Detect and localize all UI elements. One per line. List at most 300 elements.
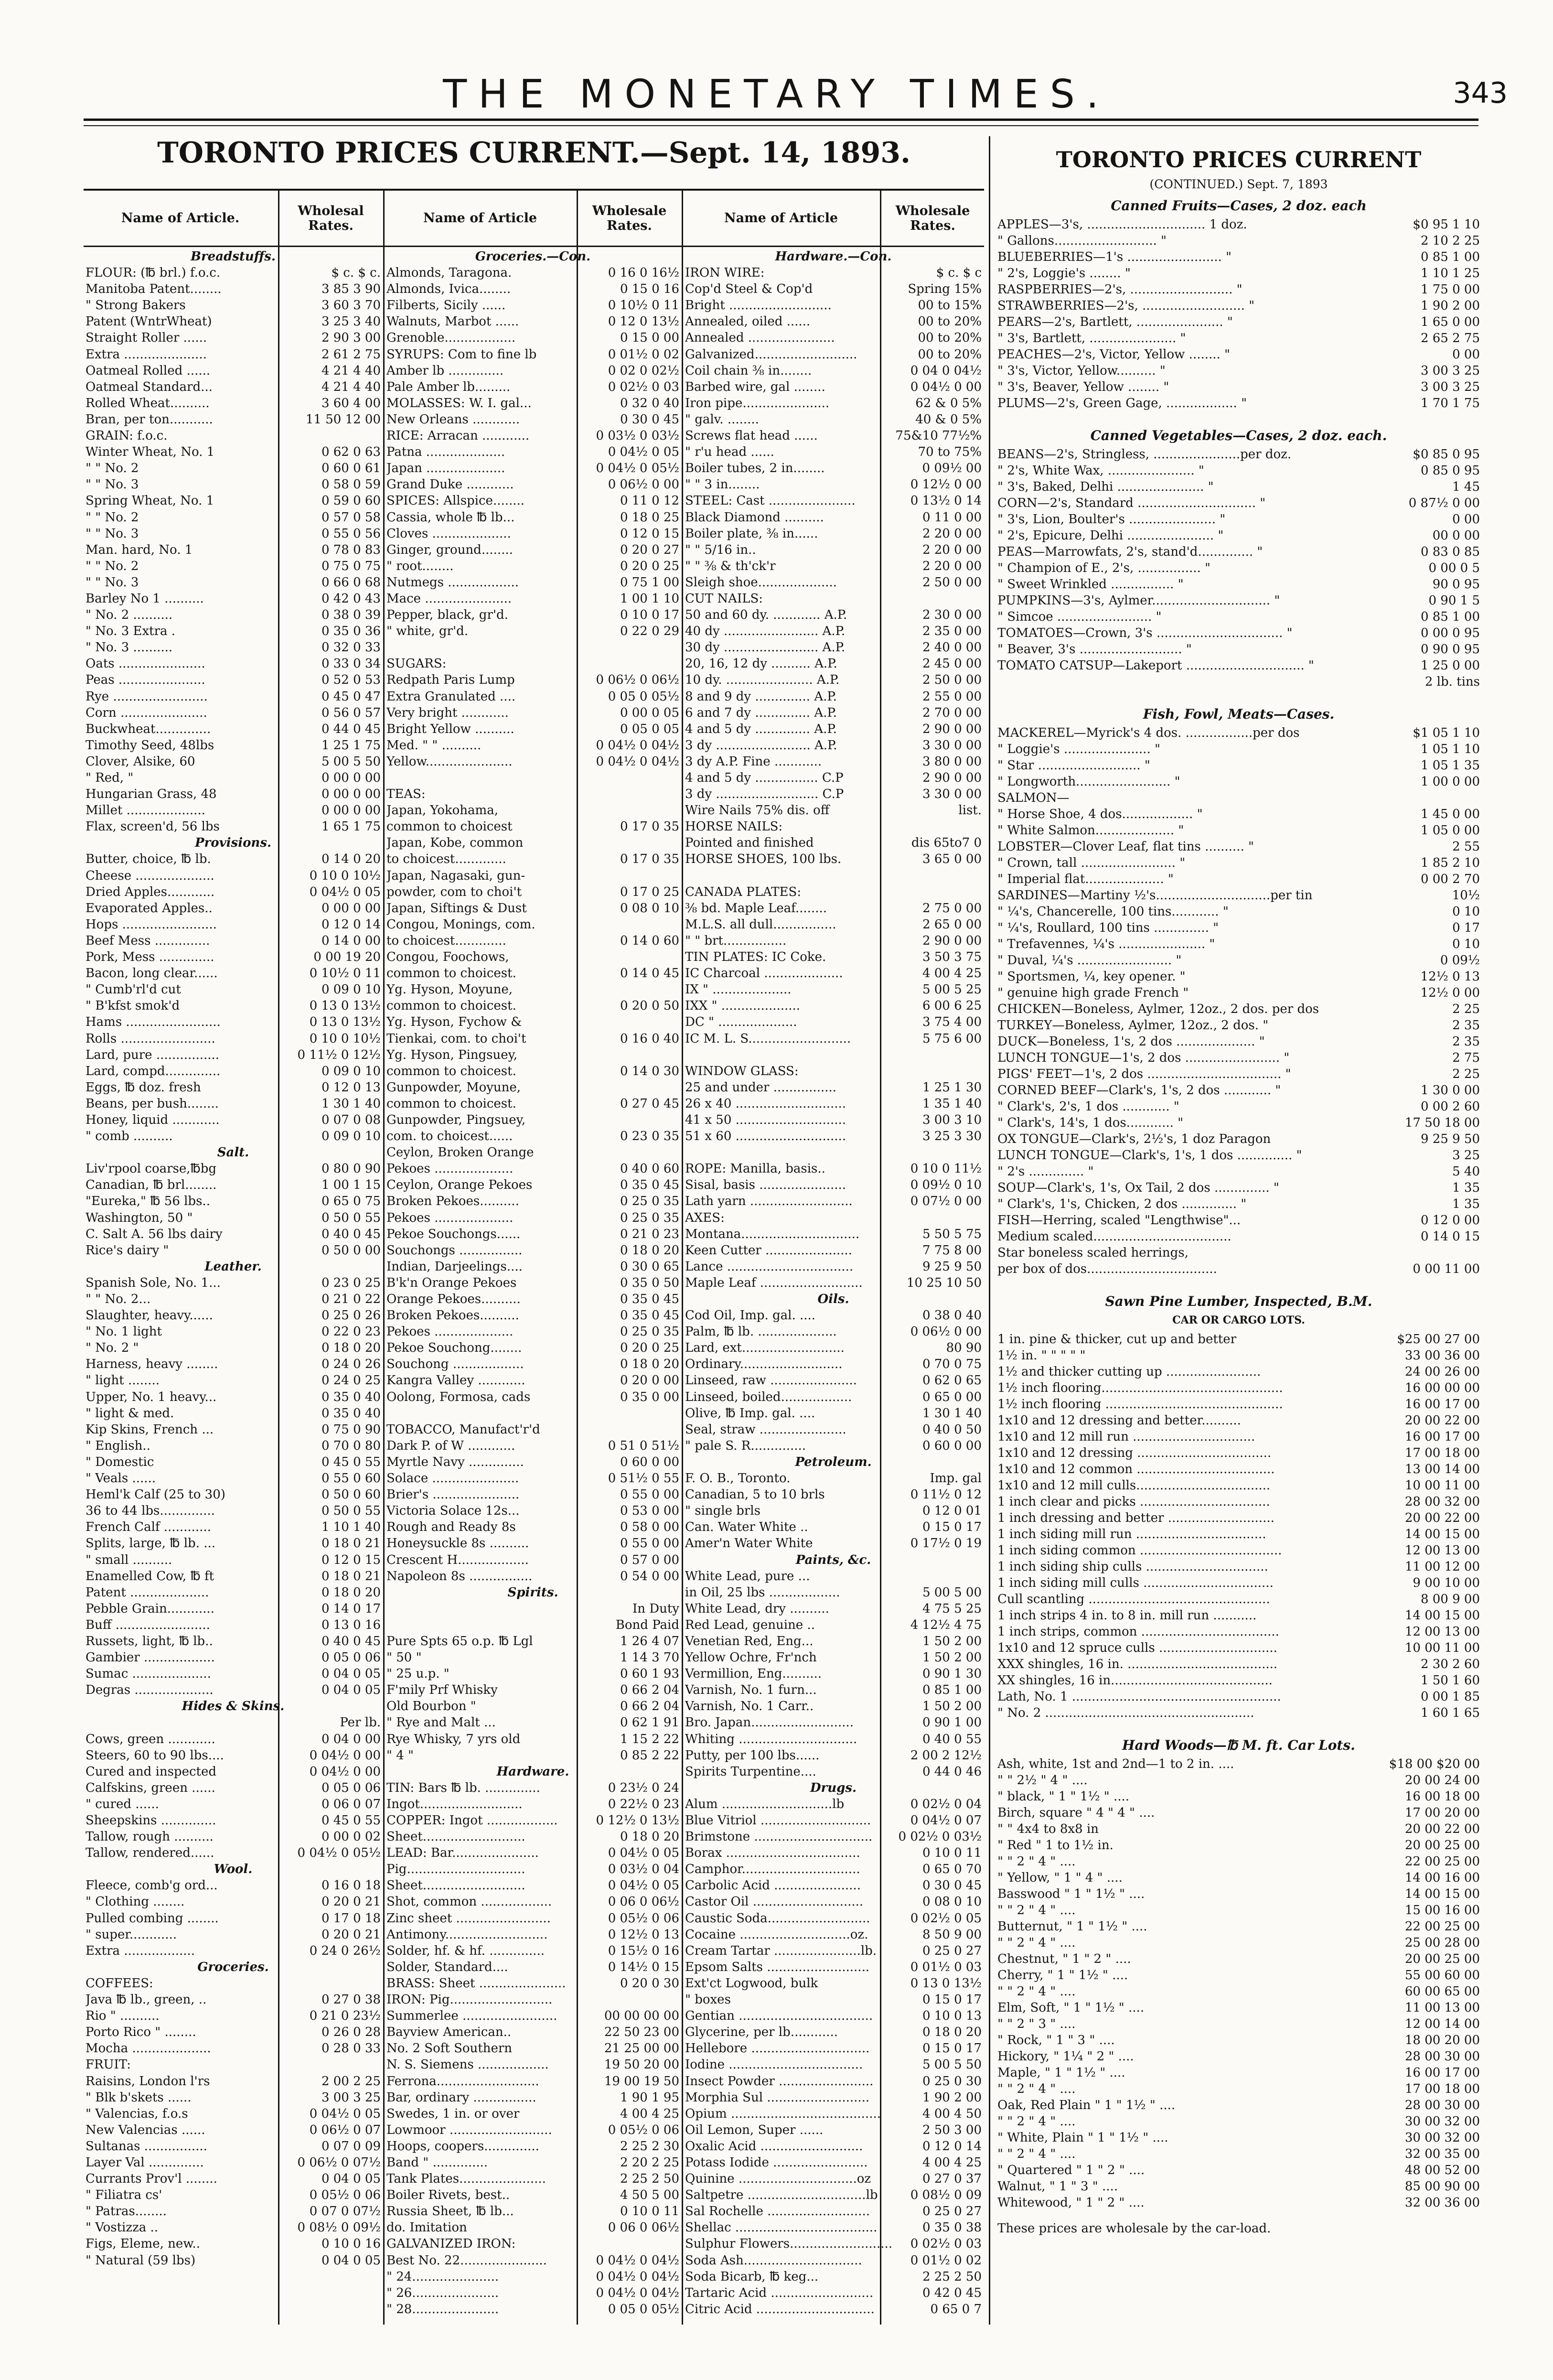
- article-rate: 1 35 1 40: [922, 1096, 982, 1111]
- article-name: " " No. 2: [86, 559, 139, 573]
- price-row: [685, 916, 982, 933]
- price-row: [386, 1307, 679, 1324]
- article-name: Oxalic Acid ..........................: [685, 2139, 863, 2154]
- article-rate: 0 12 0 13: [321, 1080, 381, 1095]
- price-column-2: [386, 248, 679, 2317]
- article-rate: 0 05½ 0 06: [608, 1911, 679, 1926]
- price-row: [685, 868, 982, 884]
- price-row: [685, 1389, 982, 1405]
- article-name: " 2's .............. ": [997, 1164, 1094, 1179]
- article-name: Old Bourbon ": [386, 1699, 476, 1714]
- article-rate: 00 to 20%: [918, 347, 982, 362]
- article-name: Ceylon, Orange Pekoes: [386, 1178, 533, 1193]
- article-name: Walnuts, Marbot ......: [386, 314, 519, 329]
- article-name: " " 2 " 3 " ....: [997, 2017, 1076, 2031]
- article-rate: 0 14 0 15: [1420, 1229, 1480, 1244]
- price-row: [685, 835, 982, 851]
- price-row: [86, 2154, 381, 2171]
- article-name: Sheet..........................: [386, 1878, 525, 1893]
- article-name: Corn ......................: [86, 705, 207, 720]
- article-rate: 0 57 0 58: [321, 510, 381, 525]
- price-row: [685, 542, 982, 558]
- article-rate: 0 60 0 00: [922, 1438, 982, 1453]
- side-price-row: [997, 1902, 1480, 1918]
- article-rate: 0 65 0 75: [321, 1194, 381, 1209]
- price-row: [386, 1666, 679, 1682]
- article-name: Congou, Foochows,: [386, 950, 509, 965]
- price-row: [685, 2040, 982, 2057]
- article-rate: 0 90 1 5: [1428, 593, 1480, 608]
- side-price-row: [997, 511, 1480, 528]
- article-name: RICE: Arracan ............: [386, 429, 530, 443]
- article-rate: 3 80 0 00: [922, 754, 982, 769]
- price-row: [685, 1747, 982, 1764]
- article-name: Pekoes ....................: [386, 1210, 514, 1225]
- article-name: SYRUPS: Com to fine lb: [386, 347, 537, 362]
- article-rate: 7 75 8 00: [922, 1243, 982, 1258]
- article-rate: Spring 15%: [908, 282, 982, 297]
- price-row: [86, 1112, 381, 1128]
- article-rate: 1 15 2 22: [620, 1732, 679, 1746]
- price-row: [86, 379, 381, 395]
- article-name: Evaporated Apples..: [86, 901, 213, 915]
- price-row: [386, 1112, 679, 1128]
- article-rate: 0 04 0 05: [321, 1683, 381, 1698]
- price-row: [386, 1927, 679, 1943]
- article-name: Olive, ℔ Imp. gal. ....: [685, 1406, 815, 1421]
- article-name: " cured ......: [86, 1797, 159, 1811]
- price-row: [685, 1535, 982, 1551]
- article-rate: 0 18 0 20: [620, 1357, 679, 1372]
- article-rate: 3 00 3 25: [1420, 364, 1480, 378]
- article-rate: 0 18 0 25: [620, 510, 679, 525]
- article-rate: 20 00 25 00: [1404, 1952, 1480, 1966]
- price-row: [386, 574, 679, 591]
- article-name: Annealed, oiled ......: [685, 314, 811, 329]
- price-row: [86, 476, 381, 493]
- price-row: [685, 1177, 982, 1193]
- article-name: PUMPKINS—3's, Aylmer.............................. ": [997, 593, 1280, 608]
- col-rates-header-2: Wholesale Rates.: [592, 203, 667, 233]
- article-rate: 0 44 0 46: [922, 1764, 982, 1779]
- article-name: IXX " ....................: [685, 999, 801, 1013]
- article-rate: 25 00 28 00: [1404, 1936, 1480, 1950]
- article-rate: 0 55 0 56: [321, 526, 381, 541]
- article-rate: 0 75 0 90: [321, 1422, 381, 1437]
- price-row: [86, 607, 381, 623]
- price-row: [86, 1210, 381, 1226]
- col-rates-header-3: Wholesale Rates.: [895, 203, 970, 233]
- article-name: COPPER: Ingot ..................: [386, 1813, 558, 1828]
- article-name: Victoria Solace 12s...: [386, 1504, 520, 1518]
- price-row: [386, 1975, 679, 1992]
- article-name: Varnish, No. 1 furn...: [685, 1683, 817, 1698]
- price-row: [685, 1259, 982, 1275]
- article-name: Oolong, Formosa, cads: [386, 1389, 531, 1404]
- article-name: Enamelled Cow, ℔ ft: [86, 1569, 214, 1583]
- article-name: TOMATOES—Crown, 3's ................................ ": [997, 626, 1293, 640]
- article-name: " Blk b'skets ......: [86, 2090, 192, 2105]
- article-name: Morphia Sul ..........................: [685, 2090, 870, 2105]
- price-row: [685, 1275, 982, 1291]
- price-row: [685, 1372, 982, 1389]
- price-row: [386, 1226, 679, 1242]
- article-rate: 0 08½ 0 09: [910, 2188, 982, 2203]
- price-row: [86, 2171, 381, 2187]
- article-rate: 0 25 0 35: [620, 1325, 679, 1339]
- article-rate: 1 45 0 00: [1420, 807, 1480, 821]
- price-row: [386, 1031, 679, 1047]
- article-rate: 1 60 1 65: [1420, 1706, 1480, 1720]
- price-row: [86, 281, 381, 297]
- article-name: Extra .....................: [86, 347, 207, 362]
- article-name: Oak, Red Plain " 1 " 1½ " ....: [997, 2098, 1176, 2112]
- article-name: GALVANIZED IRON:: [386, 2237, 516, 2251]
- article-name: APPLES—3's, .............................. 1 doz.: [997, 217, 1247, 232]
- price-row: [685, 623, 982, 639]
- article-rate: 14 00 15 00: [1404, 1887, 1480, 1901]
- article-name: Patent ....................: [86, 1585, 209, 1600]
- price-row: [685, 754, 982, 770]
- section-heading: Hardware.: [496, 1764, 569, 1779]
- article-name: Millet ....................: [86, 803, 205, 818]
- article-name: " 24......................: [386, 2269, 499, 2284]
- article-name: Gentian ..................................: [685, 2009, 873, 2024]
- article-rate: 10 00 11 00: [1404, 1478, 1480, 1493]
- article-rate: 0 00 0 05: [620, 705, 679, 720]
- article-name: Bright Yellow ..........: [386, 722, 514, 736]
- article-rate: 0 18 0 21: [321, 1536, 381, 1551]
- article-rate: 0 04½ 0 04½: [596, 2253, 679, 2268]
- side-price-row: [997, 1445, 1480, 1461]
- side-price-row: [997, 757, 1480, 774]
- article-name: Pepper, black, gr'd.: [386, 608, 508, 623]
- article-rate: 0 62 0 65: [922, 1373, 982, 1388]
- article-name: " Duval, ¼'s ........................ ": [997, 953, 1182, 968]
- price-row: [386, 1845, 679, 1861]
- side-price-list: [997, 136, 1480, 2325]
- article-name: Currants Prov'l ........: [86, 2172, 217, 2186]
- article-rate: 0 01½ 0 02: [608, 347, 679, 362]
- price-row: [86, 1128, 381, 1144]
- article-name: Sheet..........................: [386, 1830, 525, 1844]
- article-name: " Valencias, f.o.s: [86, 2106, 188, 2121]
- side-price-row: [997, 1672, 1480, 1689]
- article-name: Canadian, 5 to 10 brls: [685, 1487, 825, 1502]
- article-name: Whiting ..............................: [685, 1732, 857, 1746]
- article-name: " 28......................: [386, 2302, 499, 2316]
- article-name: 4 and 5 dy .............. A.P.: [685, 722, 837, 736]
- article-rate: 0 02½ 0 04: [910, 1797, 982, 1811]
- article-name: " " 2 " 4 " ....: [997, 1936, 1076, 1950]
- article-rate: 0 05½ 0 06: [309, 2188, 381, 2203]
- article-rate: 21 25 00 00: [604, 2041, 679, 2056]
- price-row: [685, 1992, 982, 2008]
- article-name: " " 2 " 4 " ....: [997, 2114, 1076, 2129]
- price-row: [86, 330, 381, 346]
- article-rate: 0 10 0 11: [922, 1846, 982, 1861]
- price-row: [86, 1486, 381, 1503]
- article-rate: 0 09½ 00: [922, 461, 982, 476]
- article-name: Canadian, ℔ brl........: [86, 1178, 217, 1193]
- price-row: [685, 721, 982, 737]
- article-name: Best No. 22......................: [386, 2253, 547, 2268]
- article-rate: 0 09 0 10: [321, 982, 381, 997]
- article-rate: 0 02 0 02½: [608, 363, 679, 378]
- side-price-row: [997, 1494, 1480, 1510]
- article-name: Lowmoor ..........................: [386, 2122, 552, 2137]
- article-name: Pulled combing ........: [86, 1911, 219, 1926]
- price-row: [86, 949, 381, 965]
- price-row: [386, 1128, 679, 1144]
- price-row: [685, 1242, 982, 1259]
- price-row: [685, 2089, 982, 2106]
- article-name: IX " ....................: [685, 982, 792, 997]
- side-price-row: [997, 1656, 1480, 1672]
- price-row: [86, 1405, 381, 1422]
- price-row: [386, 818, 679, 835]
- article-rate: 5 75 6 00: [922, 1031, 982, 1046]
- side-price-row: [997, 806, 1480, 822]
- side-price-row: [997, 2081, 1480, 2097]
- price-row: [86, 1731, 381, 1747]
- price-row: [685, 2252, 982, 2269]
- article-rate: 1 00 1 10: [620, 591, 679, 606]
- article-rate: 1 25 1 75: [321, 738, 381, 753]
- article-name: do. Imitation: [386, 2220, 467, 2235]
- side-price-row: [997, 1066, 1480, 1082]
- article-name: Harness, heavy ........: [86, 1357, 218, 1372]
- article-rate: 0 42 0 43: [321, 591, 381, 606]
- article-rate: 22 00 25 00: [1404, 1854, 1480, 1869]
- article-rate: 1 50 2 00: [922, 1634, 982, 1648]
- side-price-row: [997, 1180, 1480, 1196]
- article-name: COFFEES:: [86, 1976, 153, 1991]
- article-name: Nutmegs ..................: [386, 575, 519, 590]
- article-name: Black Diamond ..........: [685, 510, 824, 525]
- side-price-row: [997, 576, 1480, 592]
- article-rate: 0 35 0 38: [922, 2220, 982, 2235]
- price-row: [386, 802, 679, 818]
- price-row: [685, 476, 982, 493]
- price-row: [386, 1617, 679, 1633]
- article-name: " No. 3 ..........: [86, 640, 173, 655]
- article-rate: 0 18 0 20: [321, 1341, 381, 1356]
- article-rate: 0 04½ 0 07: [910, 1813, 982, 1828]
- price-row: [386, 1861, 679, 1877]
- article-rate: 3 30 0 00: [922, 738, 982, 753]
- price-row: [86, 2057, 381, 2073]
- article-name: " comb ..........: [86, 1129, 173, 1144]
- price-row: [386, 411, 679, 428]
- article-rate: 2 55 0 00: [922, 689, 982, 704]
- price-row: [86, 444, 381, 460]
- price-row: [685, 981, 982, 998]
- article-name: " super............: [86, 1927, 177, 1942]
- article-rate: 1 70 1 75: [1420, 396, 1480, 410]
- side-section-subheading: CAR OR CARGO LOTS.: [1172, 1314, 1305, 1326]
- article-name: 3 dy A.P. Fine ............: [685, 754, 822, 769]
- article-rate: 1 65 0 00: [1420, 315, 1480, 329]
- article-rate: 0 75 0 75: [321, 559, 381, 573]
- article-name: HORSE SHOES, 100 lbs.: [685, 852, 842, 867]
- article-name: " light ........: [86, 1373, 160, 1388]
- page-column-divider: [989, 136, 990, 2325]
- article-name: " Cumb'rl'd cut: [86, 982, 181, 997]
- article-rate: 0 20 0 25: [620, 1341, 679, 1356]
- article-name: Amer'n Water White: [685, 1536, 813, 1551]
- article-name: Pebble Grain............: [86, 1601, 214, 1616]
- price-row: [685, 558, 982, 574]
- side-price-row: [997, 330, 1480, 346]
- article-name: F. O. B., Toronto.: [685, 1471, 791, 1486]
- article-rate: 20 00 22 00: [1404, 1822, 1480, 1836]
- side-price-row: [997, 822, 1480, 839]
- footer-note: These prices are wholesale by the car-load.: [997, 2221, 1271, 2236]
- side-price-row: [997, 2016, 1480, 2032]
- price-row: [685, 1568, 982, 1584]
- article-name: Bran, per ton...........: [86, 412, 213, 427]
- article-name: Maple Leaf ..........................: [685, 1275, 863, 1290]
- article-rate: 0 00 0 00: [321, 787, 381, 802]
- price-row: [386, 2171, 679, 2187]
- article-rate: 0 11 0 00: [922, 510, 982, 525]
- price-row: [386, 313, 679, 330]
- article-rate: $0 95 1 10: [1413, 217, 1480, 232]
- article-name: common to choicest.: [386, 966, 516, 981]
- section-gap: [997, 1721, 1480, 1731]
- price-row: [86, 721, 381, 737]
- article-name: Solace ......................: [386, 1471, 519, 1486]
- article-name: 1 inch strips 4 in. to 8 in. mill run ...........: [997, 1608, 1257, 1623]
- article-rate: 0 85 1 00: [1420, 610, 1480, 624]
- price-row: [86, 1519, 381, 1535]
- article-name: " " 2 " 4 " ....: [997, 2082, 1076, 2096]
- article-name: Potass Iodide ........................: [685, 2155, 868, 2170]
- price-row: [685, 1486, 982, 1503]
- article-name: Kip Skins, French ...: [86, 1422, 214, 1437]
- article-rate: 8 50 9 00: [922, 1927, 982, 1942]
- article-rate: 3 25 3 40: [321, 314, 381, 329]
- price-row: [86, 672, 381, 688]
- article-rate: 0 10 0 17: [620, 608, 679, 623]
- price-row: [386, 900, 679, 916]
- article-rate: 1 50 2 00: [922, 1699, 982, 1714]
- price-row: [386, 509, 679, 526]
- article-name: Grand Duke ............: [386, 477, 514, 492]
- article-rate: 0 38 0 40: [922, 1308, 982, 1323]
- article-name: Whitewood, " 1 " 2 " ....: [997, 2196, 1145, 2210]
- article-rate: 3 30 0 00: [922, 787, 982, 802]
- article-name: Tartaric Acid ..........................: [685, 2285, 874, 2300]
- price-row: [86, 1503, 381, 1519]
- article-name: 10 dy. ...................... A.P.: [685, 673, 840, 688]
- article-name: FRUIT:: [86, 2057, 131, 2072]
- article-rate: 0 60 0 00: [620, 1454, 679, 1469]
- article-name: to choicest.............: [386, 852, 506, 867]
- price-row: [685, 1910, 982, 1927]
- section-heading: Breadstuffs.: [191, 249, 276, 264]
- side-price-row: [997, 346, 1480, 363]
- price-row: [86, 1714, 381, 1731]
- price-row: [86, 737, 381, 754]
- article-rate: 0 04½ 0 05½: [596, 461, 679, 476]
- article-name: Tank Plates......................: [386, 2172, 546, 2186]
- side-price-row: [997, 1196, 1480, 1212]
- price-row: [386, 1894, 679, 1910]
- price-row: [685, 998, 982, 1014]
- side-price-row: [997, 1983, 1480, 2000]
- article-name: LUNCH TONGUE—1's, 2 dos ........................ ": [997, 1051, 1290, 1065]
- article-name: 36 to 44 lbs..............: [86, 1504, 215, 1518]
- article-rate: In Duty: [632, 1601, 679, 1616]
- article-name: Linseed, raw ......................: [685, 1373, 857, 1388]
- price-row: [685, 2073, 982, 2089]
- article-name: Barbed wire, gal ........: [685, 379, 825, 394]
- article-rate: 40 & 0 5%: [915, 412, 982, 427]
- article-name: Boiler tubes, 2 in........: [685, 461, 825, 476]
- article-rate: 0 00 2 70: [1420, 872, 1480, 886]
- price-row: [386, 1177, 679, 1193]
- article-name: 1x10 and 12 dressing and better..........: [997, 1413, 1241, 1428]
- article-name: Seal, straw ......................: [685, 1422, 846, 1437]
- side-price-row: [997, 1380, 1480, 1396]
- article-rate: 0 04½ 0 04½: [596, 754, 679, 769]
- side-title: TORONTO PRICES CURRENT: [1056, 147, 1422, 172]
- price-row: [386, 428, 679, 444]
- article-name: " No. 2 ": [86, 1341, 139, 1356]
- article-name: CORNED BEEF—Clark's, 1's, 2 dos ............ ": [997, 1083, 1281, 1098]
- article-name: Upper, No. 1 heavy...: [86, 1389, 217, 1404]
- article-rate: 16 00 17 00: [1404, 1430, 1480, 1444]
- price-row: [386, 1079, 679, 1096]
- price-row: [86, 1470, 381, 1486]
- article-name: Citric Acid ..............................: [685, 2302, 875, 2316]
- article-rate: 4 21 4 40: [321, 379, 381, 394]
- side-price-row: [997, 1347, 1480, 1364]
- article-rate: 1 90 1 95: [620, 2090, 679, 2105]
- article-name: 26 x 40 ............................: [685, 1096, 846, 1111]
- article-rate: 2 00 2 25: [321, 2074, 381, 2089]
- article-rate: 0 02½ 0 05: [910, 1911, 982, 1926]
- article-name: Vermillion, Eng..........: [685, 1667, 822, 1681]
- article-name: Porto Rico " ........: [86, 2025, 196, 2040]
- price-row: [685, 2154, 982, 2171]
- article-name: Can. Water White ..: [685, 1520, 808, 1535]
- price-row: [86, 1307, 381, 1324]
- article-rate: 17 00 18 00: [1404, 2082, 1480, 2096]
- side-price-row: [997, 1396, 1480, 1412]
- article-name: Extra ..................: [86, 1943, 195, 1958]
- side-price-row: [997, 2195, 1480, 2211]
- article-rate: 0 70 0 80: [321, 1438, 381, 1453]
- article-name: RASPBERRIES—2's, .......................... ": [997, 282, 1242, 297]
- price-row: [685, 1307, 982, 1324]
- article-rate: 0 40 0 60: [620, 1162, 679, 1176]
- article-rate: 0 83 0 85: [1420, 545, 1480, 559]
- article-rate: 0 54 0 00: [620, 1569, 679, 1583]
- article-name: Boiler Rivets, best..: [386, 2188, 510, 2203]
- side-price-row: [997, 2032, 1480, 2048]
- article-name: New Valencias ......: [86, 2122, 205, 2137]
- article-rate: 0 27 0 45: [620, 1096, 679, 1111]
- article-rate: 6 00 6 25: [922, 999, 982, 1013]
- article-name: Hickory, " 1¼ " 2 " ....: [997, 2049, 1134, 2064]
- article-rate: 00 00 00 00: [604, 2009, 679, 2024]
- price-row: [86, 1992, 381, 2008]
- price-row: [386, 1829, 679, 1845]
- price-row: [86, 2040, 381, 2057]
